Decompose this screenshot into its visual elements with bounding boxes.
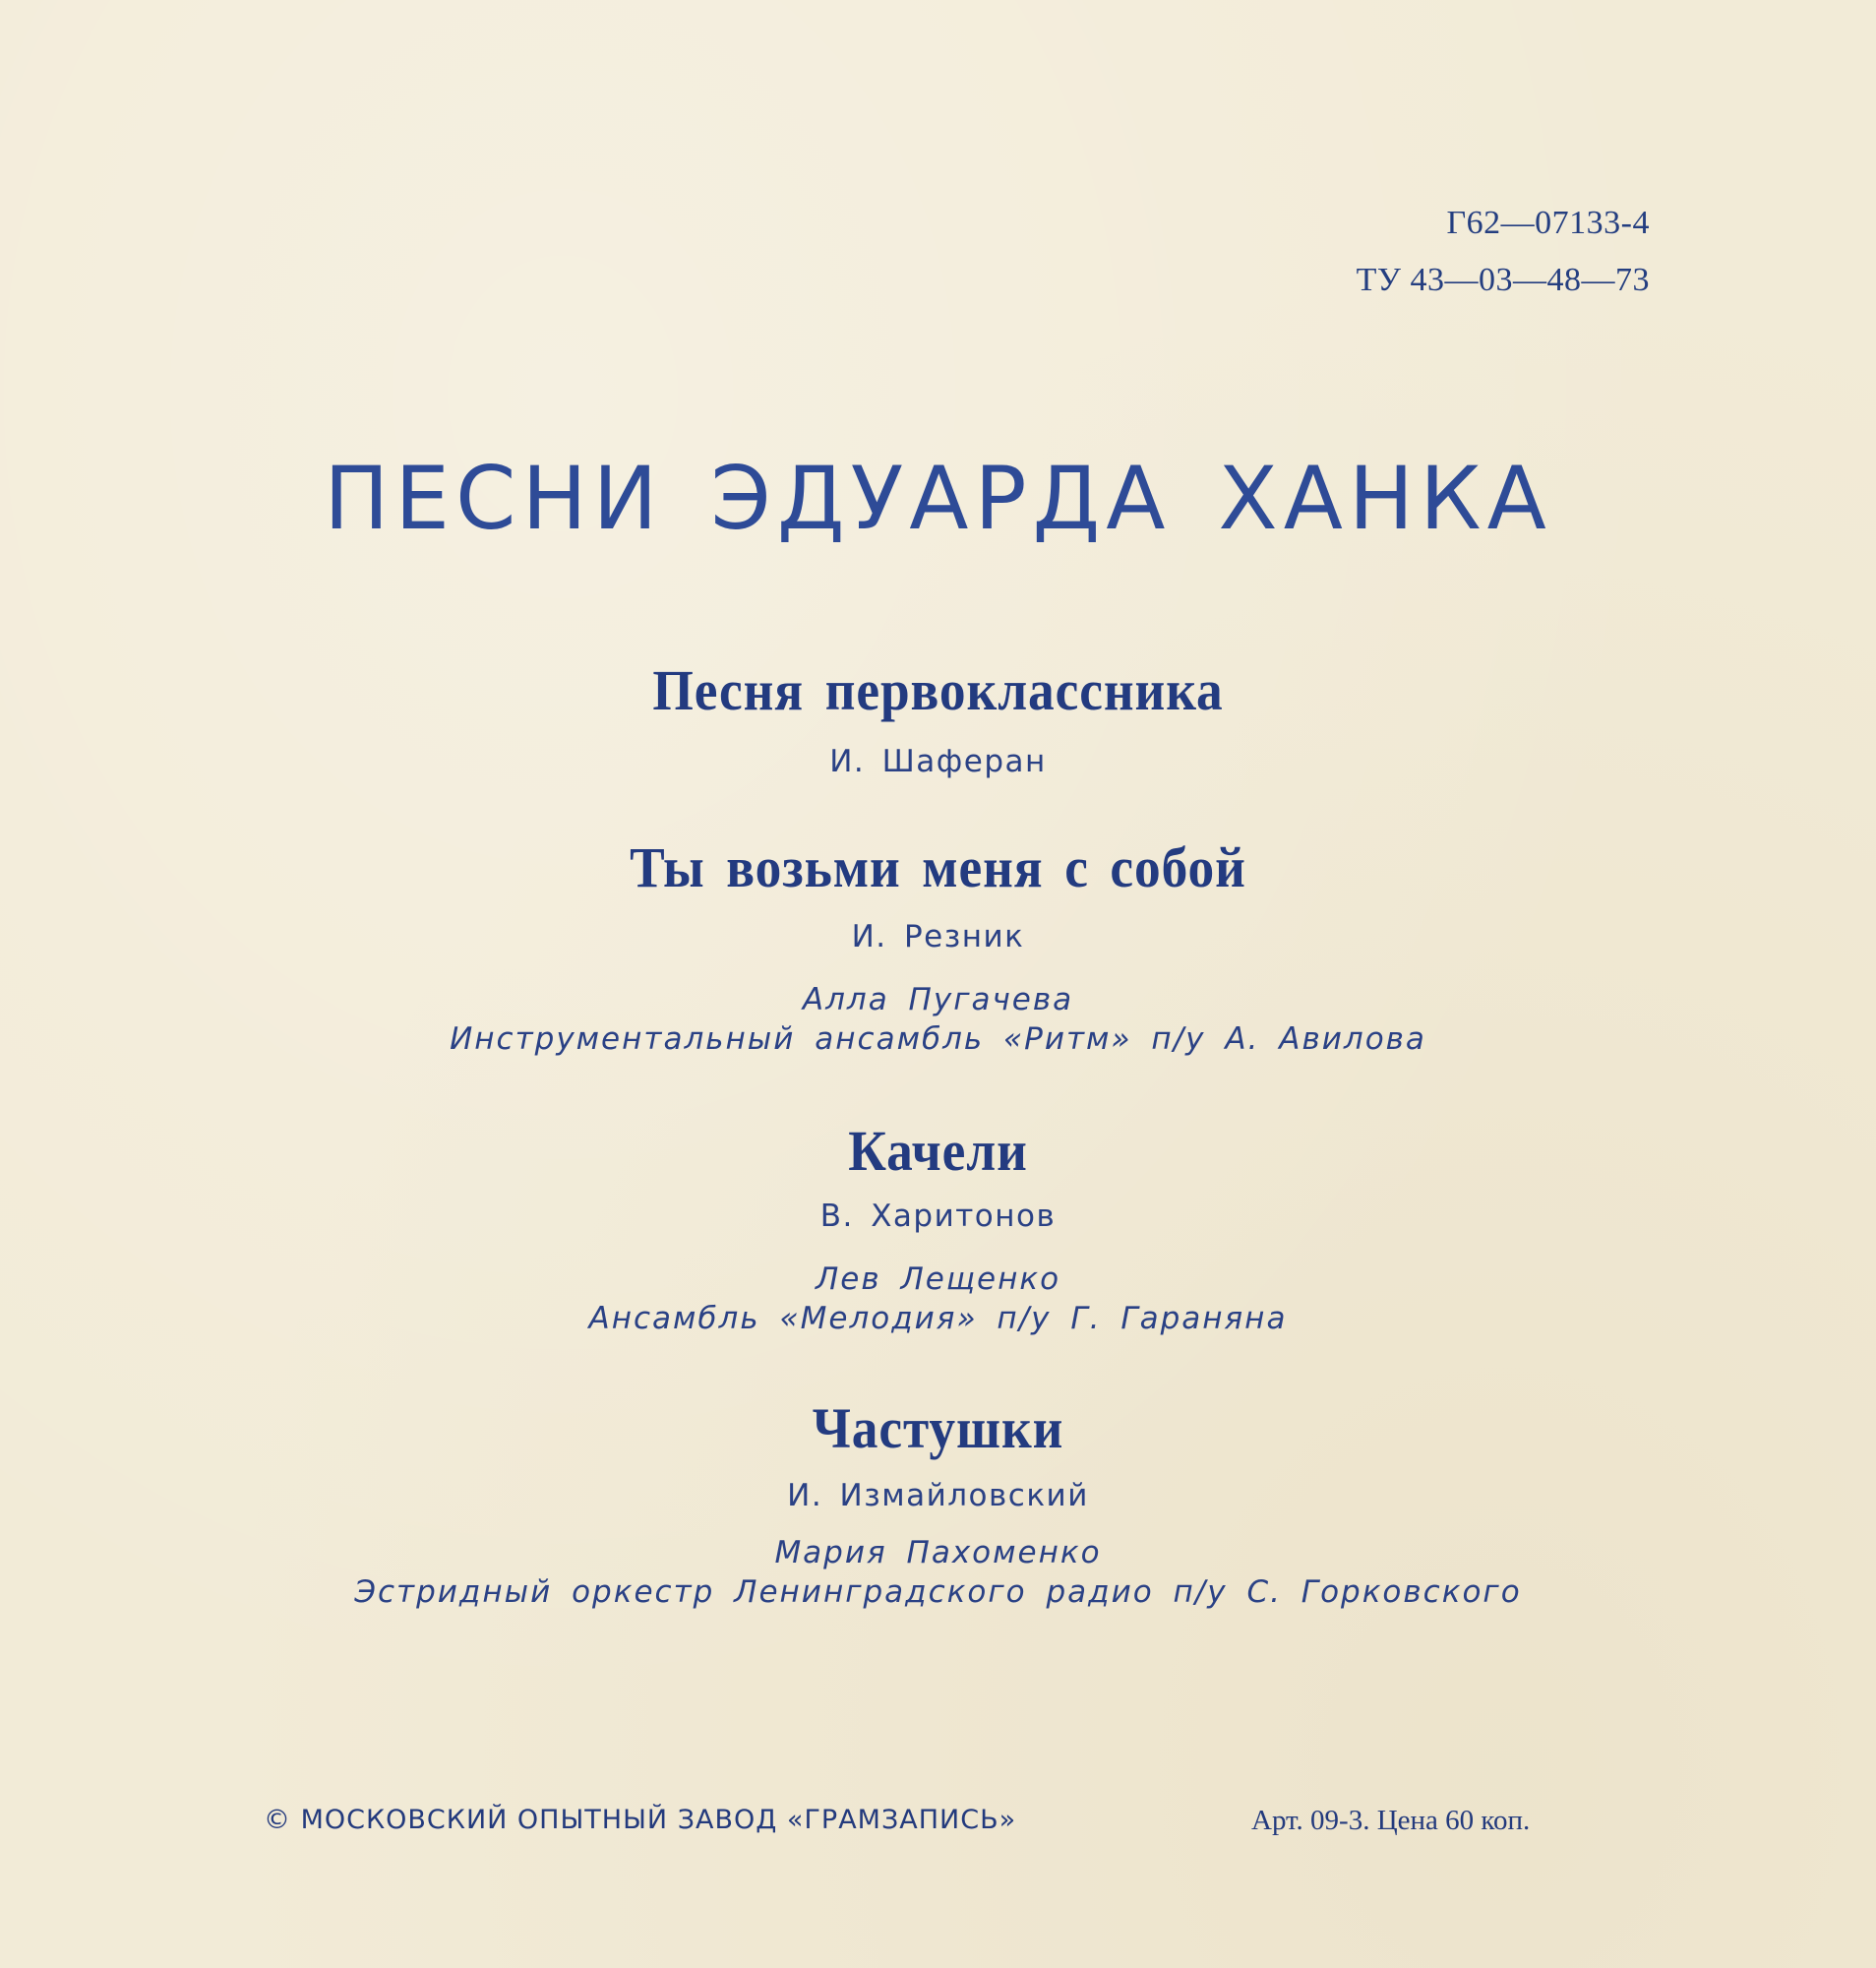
performer-line: Эстридный оркестр Ленинградского радио п/у С. Горковского bbox=[354, 1574, 1522, 1610]
performer-line: Инструментальный ансамбль «Ритм» п/у А. Авилова bbox=[450, 1021, 1426, 1057]
song-performers bbox=[0, 1533, 1876, 1612]
catalog-number: Г62—07133-4 bbox=[1446, 205, 1650, 241]
song-lyricist: В. Харитонов bbox=[819, 1199, 1057, 1234]
song-lyricist-block bbox=[0, 1478, 1876, 1513]
song-entry bbox=[0, 1118, 1876, 1184]
song-lyricist-block bbox=[0, 1199, 1876, 1234]
publisher-line: © МОСКОВСКИЙ ОПЫТНЫЙ ЗАВОД «ГРАМЗАПИСЬ» bbox=[264, 1805, 1017, 1835]
song-title: Качели bbox=[848, 1119, 1028, 1183]
song-title: Частушки bbox=[812, 1396, 1064, 1460]
performer-line: Лев Лещенко bbox=[815, 1261, 1061, 1297]
song-title: Ты возьми меня с собой bbox=[630, 835, 1246, 899]
song-entry bbox=[0, 834, 1876, 900]
song-entry bbox=[0, 657, 1876, 723]
song-performers bbox=[0, 980, 1876, 1059]
technical-standard: ТУ 43—03—48—73 bbox=[1356, 262, 1650, 298]
performer-line: Мария Пахоменко bbox=[774, 1535, 1102, 1570]
song-performers bbox=[0, 1260, 1876, 1338]
song-lyricist: И. Измайловский bbox=[787, 1478, 1089, 1513]
song-lyricist: И. Шаферан bbox=[829, 744, 1047, 779]
performer-line: Ансамбль «Мелодия» п/у Г. Гараняна bbox=[588, 1301, 1288, 1336]
catalog-info bbox=[1357, 195, 1650, 309]
song-lyricist: И. Резник bbox=[851, 919, 1025, 954]
song-lyricist-block bbox=[0, 919, 1876, 954]
song-title: Песня первоклассника bbox=[652, 658, 1224, 722]
song-entry bbox=[0, 1395, 1876, 1461]
album-title: ПЕСНИ ЭДУАРДА ХАНКА bbox=[324, 448, 1552, 549]
price-line: Арт. 09-3. Цена 60 коп. bbox=[1251, 1805, 1531, 1836]
performer-line: Алла Пугачева bbox=[802, 982, 1074, 1017]
song-lyricist-block bbox=[0, 744, 1876, 779]
